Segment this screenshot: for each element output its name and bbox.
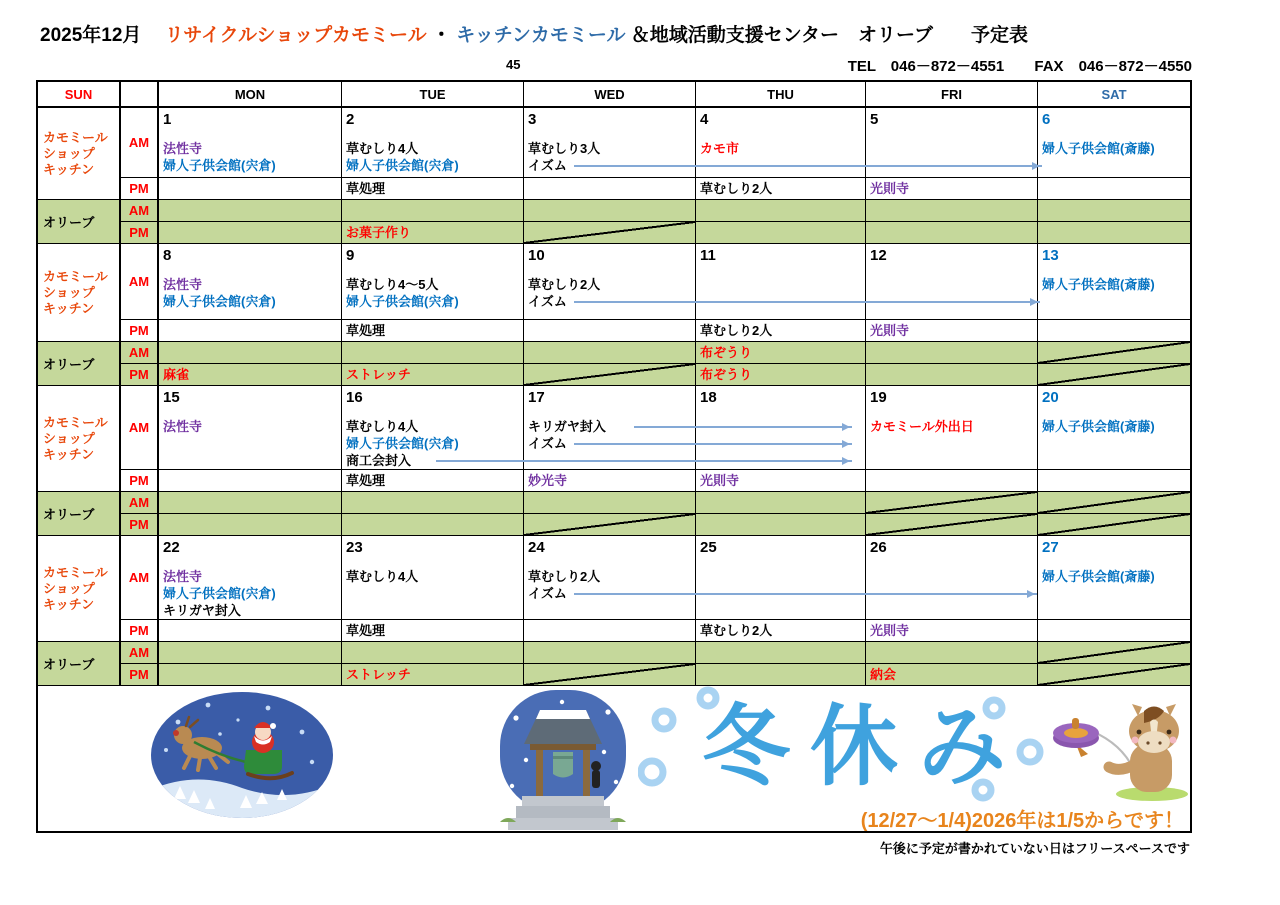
day-cell-dec19-pm <box>866 470 1038 492</box>
event: 草むしり4人 <box>346 569 419 584</box>
day-cell-dec4-pm <box>696 178 866 200</box>
group-label-olive: オリーブ <box>38 200 121 244</box>
day-cell-dec27-am <box>1038 536 1190 620</box>
olive-am-dec10 <box>524 342 696 364</box>
day-cell-dec9-pm <box>342 320 524 342</box>
day-cell-dec22-am <box>159 536 342 620</box>
tel-number: TEL 046－872－4551 <box>847 58 1005 75</box>
day-number: 23 <box>346 539 363 556</box>
day-cell-dec10-pm <box>524 320 696 342</box>
olive-am-dec23 <box>342 642 524 664</box>
am-label: AM <box>121 244 159 320</box>
olive-am-label: AM <box>121 342 159 364</box>
event: ストレッチ <box>346 667 411 682</box>
event: 法性寺 <box>163 141 203 156</box>
event: 草むしり4人 <box>346 141 419 156</box>
olive-am-label: AM <box>121 200 159 222</box>
day-cell-dec17-am <box>524 386 696 470</box>
event: 光則寺 <box>870 323 910 338</box>
day-cell-dec24-pm <box>524 620 696 642</box>
group-label-olive: オリーブ <box>38 342 121 386</box>
olive-am-dec9 <box>342 342 524 364</box>
day-number: 27 <box>1042 539 1059 556</box>
olive-am-dec25 <box>696 642 866 664</box>
olive-am-dec13-closed <box>1038 342 1190 364</box>
winter-holiday-text: 冬休み <box>701 697 1026 796</box>
olive-am-dec16 <box>342 492 524 514</box>
olive-pm-dec18 <box>696 514 866 536</box>
day-number: 6 <box>1042 111 1051 128</box>
day-number: 4 <box>700 111 709 128</box>
olive-pm-dec6 <box>1038 222 1190 244</box>
event: 草むしり2人 <box>700 323 773 338</box>
day-cell-dec4-am <box>696 108 866 178</box>
olive-pm-label: PM <box>121 514 159 536</box>
day-number: 15 <box>163 389 180 406</box>
day-number: 16 <box>346 389 363 406</box>
day-number: 17 <box>528 389 545 406</box>
day-cell-dec9-am <box>342 244 524 320</box>
event: 草処理 <box>346 473 386 488</box>
event: 光則寺 <box>700 473 740 488</box>
event: 光則寺 <box>870 623 910 638</box>
event: イズム <box>528 586 567 601</box>
event: キリガヤ封入 <box>528 419 606 434</box>
day-number: 26 <box>870 539 887 556</box>
event: 光則寺 <box>870 181 910 196</box>
weekday-wed: WED <box>524 82 696 108</box>
olive-am-dec26 <box>866 642 1038 664</box>
event: 納会 <box>870 667 897 682</box>
day-cell-dec24-am <box>524 536 696 620</box>
olive-am-label: AM <box>121 642 159 664</box>
day-number: 22 <box>163 539 180 556</box>
group-label-kamomile: カモミール ショップ キッチン <box>38 386 121 492</box>
group-label-kamomile: カモミール ショップ キッチン <box>38 536 121 642</box>
event: 草むしり3人 <box>528 141 601 156</box>
event: 草処理 <box>346 323 386 338</box>
olive-pm-dec11 <box>696 364 866 386</box>
weekday-thu: THU <box>696 82 866 108</box>
day-cell-dec3-am <box>524 108 696 178</box>
olive-pm-dec19-closed <box>866 514 1038 536</box>
day-cell-dec27-pm <box>1038 620 1190 642</box>
event: 婦人子供会館(宍倉) <box>163 586 276 601</box>
week-row-3 <box>38 386 1190 536</box>
olive-pm-dec4 <box>696 222 866 244</box>
olive-am-dec20-closed <box>1038 492 1190 514</box>
winter-banner <box>38 686 1190 831</box>
title-rest: ＆地域活動支援センター オリーブ 予定表 <box>630 25 1029 46</box>
day-cell-dec26-am <box>866 536 1038 620</box>
day-cell-dec5-pm <box>866 178 1038 200</box>
olive-pm-dec26 <box>866 664 1038 686</box>
event: イズム <box>528 294 567 309</box>
day-cell-dec15-pm <box>159 470 342 492</box>
olive-am-dec24 <box>524 642 696 664</box>
olive-pm-dec12 <box>866 364 1038 386</box>
event: お菓子作り <box>346 225 412 240</box>
event: 草処理 <box>346 181 386 196</box>
weekday-sat: SAT <box>1038 82 1190 108</box>
day-cell-dec20-pm <box>1038 470 1190 492</box>
olive-am-dec1 <box>159 200 342 222</box>
olive-am-dec12 <box>866 342 1038 364</box>
pm-label: PM <box>121 620 159 642</box>
week-row-1 <box>38 108 1190 244</box>
event: 婦人子供会館(宍倉) <box>346 158 459 173</box>
olive-am-dec27-closed <box>1038 642 1190 664</box>
day-number: 25 <box>700 539 717 556</box>
event: カモ市 <box>700 141 740 156</box>
olive-pm-dec10-closed <box>524 364 696 386</box>
day-number: 9 <box>346 247 355 264</box>
olive-pm-label: PM <box>121 222 159 244</box>
day-cell-dec11-am <box>696 244 866 320</box>
santa-sleigh-illustration <box>150 690 334 820</box>
schedule-table <box>36 80 1192 833</box>
day-number: 2 <box>346 111 355 128</box>
olive-pm-dec9 <box>342 364 524 386</box>
pm-label: PM <box>121 320 159 342</box>
day-number: 1 <box>163 111 172 128</box>
event: 草むしり2人 <box>700 181 773 196</box>
event: 草処理 <box>346 623 386 638</box>
event: イズム <box>528 436 567 451</box>
event: 法性寺 <box>163 569 203 584</box>
contact-info <box>848 55 1192 76</box>
olive-am-dec11 <box>696 342 866 364</box>
horse-toy-illustration <box>1038 698 1190 802</box>
day-cell-dec20-am <box>1038 386 1190 470</box>
page-number: 45 <box>506 57 521 72</box>
event: 妙光寺 <box>528 473 568 488</box>
day-cell-dec26-pm <box>866 620 1038 642</box>
am-label: AM <box>121 386 159 470</box>
olive-am-dec8 <box>159 342 342 364</box>
olive-pm-dec8 <box>159 364 342 386</box>
olive-am-dec5 <box>866 200 1038 222</box>
day-cell-dec12-pm <box>866 320 1038 342</box>
day-cell-dec18-am <box>696 386 866 470</box>
day-cell-dec22-pm <box>159 620 342 642</box>
olive-am-dec18 <box>696 492 866 514</box>
event: 布ぞうり <box>700 367 753 382</box>
day-cell-dec5-am <box>866 108 1038 178</box>
olive-pm-dec16 <box>342 514 524 536</box>
event: 草むしり4～5人 <box>346 277 439 292</box>
olive-pm-dec3-closed <box>524 222 696 244</box>
day-cell-dec1-am <box>159 108 342 178</box>
title-dot: ・ <box>431 25 451 46</box>
event: 法性寺 <box>163 419 203 434</box>
day-number: 18 <box>700 389 717 406</box>
day-cell-dec15-am <box>159 386 342 470</box>
day-cell-dec18-pm <box>696 470 866 492</box>
am-label: AM <box>121 108 159 178</box>
day-cell-dec16-am <box>342 386 524 470</box>
day-cell-dec6-am <box>1038 108 1190 178</box>
day-number: 8 <box>163 247 172 264</box>
event: カモミール外出日 <box>870 419 974 434</box>
group-label-kamomile: カモミール ショップ キッチン <box>38 108 121 200</box>
event: 草むしり4人 <box>346 419 419 434</box>
olive-pm-dec27-closed <box>1038 664 1190 686</box>
day-number: 19 <box>870 389 887 406</box>
olive-pm-dec5 <box>866 222 1038 244</box>
day-number: 13 <box>1042 247 1059 264</box>
event: 婦人子供会館(宍倉) <box>163 158 276 173</box>
day-cell-dec11-pm <box>696 320 866 342</box>
event: 草むしり2人 <box>700 623 773 638</box>
day-cell-dec8-am <box>159 244 342 320</box>
olive-pm-dec2 <box>342 222 524 244</box>
weekday-sun: SUN <box>38 82 121 108</box>
day-cell-dec2-pm <box>342 178 524 200</box>
olive-am-dec6 <box>1038 200 1190 222</box>
day-number: 12 <box>870 247 887 264</box>
day-number: 20 <box>1042 389 1059 406</box>
title-recycle-shop: リサイクルショップカモミール <box>164 25 427 46</box>
olive-pm-dec22 <box>159 664 342 686</box>
olive-pm-dec24-closed <box>524 664 696 686</box>
olive-am-label: AM <box>121 492 159 514</box>
olive-pm-dec25 <box>696 664 866 686</box>
day-cell-dec2-am <box>342 108 524 178</box>
olive-pm-dec17-closed <box>524 514 696 536</box>
day-number: 11 <box>700 247 716 264</box>
day-cell-dec10-am <box>524 244 696 320</box>
holiday-dates-note: (12/27～1/4)2026年は1/5からです！ <box>860 810 1184 831</box>
spinning-top <box>1053 718 1099 757</box>
event: 草むしり2人 <box>528 277 601 292</box>
free-space-note: 午後に予定が書かれていない日はフリースペースです <box>879 841 1190 856</box>
event: 法性寺 <box>163 277 203 292</box>
day-cell-dec13-pm <box>1038 320 1190 342</box>
am-label: AM <box>121 536 159 620</box>
group-label-olive: オリーブ <box>38 642 121 686</box>
event: 婦人子供会館(斎藤) <box>1042 419 1155 434</box>
weekday-mon: MON <box>159 82 342 108</box>
olive-am-dec22 <box>159 642 342 664</box>
olive-am-dec17 <box>524 492 696 514</box>
pm-label: PM <box>121 470 159 492</box>
olive-am-dec15 <box>159 492 342 514</box>
group-label-kamomile: カモミール ショップ キッチン <box>38 244 121 342</box>
event: 婦人子供会館(斎藤) <box>1042 141 1155 156</box>
event: 麻雀 <box>163 367 190 382</box>
title-kitchen: キッチンカモミール <box>456 25 626 46</box>
weekday-spacer <box>121 82 159 108</box>
day-number: 24 <box>528 539 545 556</box>
olive-pm-dec1 <box>159 222 342 244</box>
olive-am-dec19-closed <box>866 492 1038 514</box>
olive-pm-label: PM <box>121 364 159 386</box>
event: イズム <box>528 158 567 173</box>
olive-am-dec2 <box>342 200 524 222</box>
event: 婦人子供会館(宍倉) <box>346 294 459 309</box>
day-cell-dec1-pm <box>159 178 342 200</box>
temple-bell-illustration <box>480 690 645 830</box>
day-cell-dec13-am <box>1038 244 1190 320</box>
title-month: 2025年12月 <box>40 25 142 46</box>
day-cell-dec23-am <box>342 536 524 620</box>
day-cell-dec25-am <box>696 536 866 620</box>
event: 商工会封入 <box>346 453 412 468</box>
event: 婦人子供会館(斎藤) <box>1042 277 1155 292</box>
weekday-fri: FRI <box>866 82 1038 108</box>
day-cell-dec25-pm <box>696 620 866 642</box>
week-row-4 <box>38 536 1190 686</box>
day-number: 5 <box>870 111 879 128</box>
group-label-olive: オリーブ <box>38 492 121 536</box>
weekday-tue: TUE <box>342 82 524 108</box>
weekday-header-row <box>38 82 1190 108</box>
olive-pm-label: PM <box>121 664 159 686</box>
event: 布ぞうり <box>700 345 753 360</box>
olive-pm-dec13-closed <box>1038 364 1190 386</box>
olive-pm-dec23 <box>342 664 524 686</box>
page-title <box>40 20 1028 47</box>
day-cell-dec17-pm <box>524 470 696 492</box>
day-number: 10 <box>528 247 545 264</box>
day-cell-dec23-pm <box>342 620 524 642</box>
day-cell-dec19-am <box>866 386 1038 470</box>
pm-label: PM <box>121 178 159 200</box>
olive-pm-dec20-closed <box>1038 514 1190 536</box>
event: 婦人子供会館(宍倉) <box>163 294 276 309</box>
event: 婦人子供会館(斎藤) <box>1042 569 1155 584</box>
event: 婦人子供会館(宍倉) <box>346 436 459 451</box>
day-cell-dec12-am <box>866 244 1038 320</box>
event: キリガヤ封入 <box>163 603 241 618</box>
day-cell-dec3-pm <box>524 178 696 200</box>
olive-am-dec3 <box>524 200 696 222</box>
olive-am-dec4 <box>696 200 866 222</box>
day-cell-dec6-pm <box>1038 178 1190 200</box>
event: ストレッチ <box>346 367 411 382</box>
day-number: 3 <box>528 111 537 128</box>
event: 草むしり2人 <box>528 569 601 584</box>
day-cell-dec8-pm <box>159 320 342 342</box>
week-row-2 <box>38 244 1190 386</box>
fax-number: FAX 046－872－4550 <box>1034 58 1192 75</box>
olive-pm-dec15 <box>159 514 342 536</box>
day-cell-dec16-pm <box>342 470 524 492</box>
